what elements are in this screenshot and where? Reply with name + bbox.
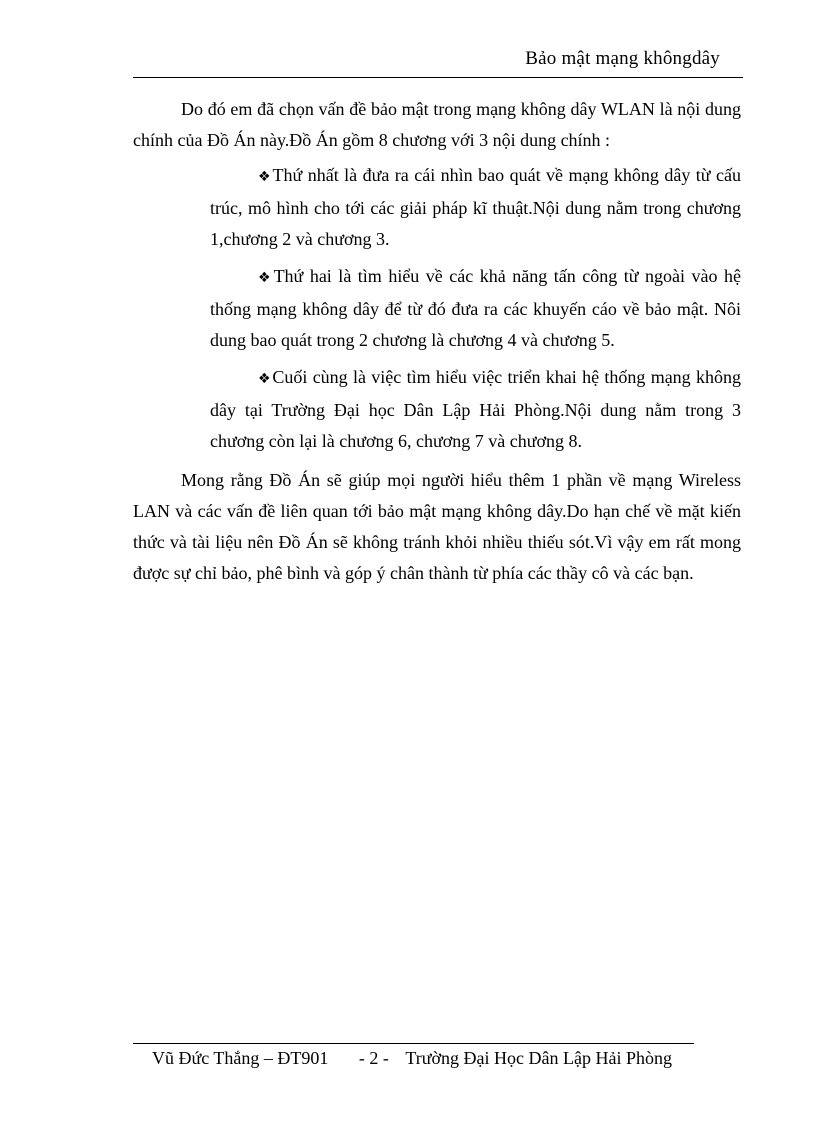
diamond-star-icon: ❖ [258, 371, 272, 387]
bullet-text-1: Thứ nhất là đưa ra cái nhìn bao quát về mạng không dây từ cấu trúc, mô hình cho tới các giải pháp kĩ thuật.Nội dung nằm trong chương 1,chương 2 và chương 3. [210, 165, 741, 249]
footer-school: Trường Đại Học Dân Lập Hải Phòng [405, 1048, 672, 1068]
bullet-item-2 [210, 261, 741, 356]
footer-page-number: - 2 - [358, 1048, 389, 1068]
bullet-text-2: Thứ hai là tìm hiểu về các khả năng tấn công từ ngoài vào hệ thống mạng không dây để từ đó đưa ra các khuyến cáo về bảo mật. Nôi dung bao quát trong 2 chương là chương 4 và chương 5. [210, 266, 741, 350]
document-body [133, 94, 741, 589]
header-divider [133, 77, 743, 78]
bullet-item-1 [210, 160, 741, 255]
bullet-item-3 [210, 362, 741, 457]
page-footer [152, 1048, 712, 1069]
footer-author: Vũ Đức Thắng – ĐT901 [152, 1048, 329, 1068]
content-bullet-list [210, 160, 741, 457]
intro-paragraph: Do đó em đã chọn vấn đề bảo mật trong mạng không dây WLAN là nội dung chính của Đồ Án này.Đồ Án gồm 8 chương với 3 nội dung chính : [133, 99, 741, 150]
running-header-title: Bảo mật mạng khôngdây [525, 48, 720, 69]
diamond-star-icon: ❖ [258, 270, 273, 286]
diamond-star-icon: ❖ [258, 169, 272, 185]
footer-divider [133, 1043, 694, 1044]
bullet-text-3: Cuối cùng là việc tìm hiểu việc triển khai hệ thống mạng không dây tại Trường Đại học Dân Lập Hải Phòng.Nội dung nằm trong 3 chương còn lại là chương 6, chương 7 và chương 8. [210, 367, 741, 451]
closing-paragraph: Mong rằng Đồ Án sẽ giúp mọi người hiểu thêm 1 phần về mạng Wireless LAN và các vấn đề liên quan tới bảo mật mạng không dây.Do hạn chế về mặt kiến thức và tài liệu nên Đồ Án sẽ không tránh khỏi nhiều thiếu sót.Vì vậy em rất mong được sự chỉ bảo, phê bình và góp ý chân thành từ phía các thầy cô và các bạn. [133, 470, 741, 583]
